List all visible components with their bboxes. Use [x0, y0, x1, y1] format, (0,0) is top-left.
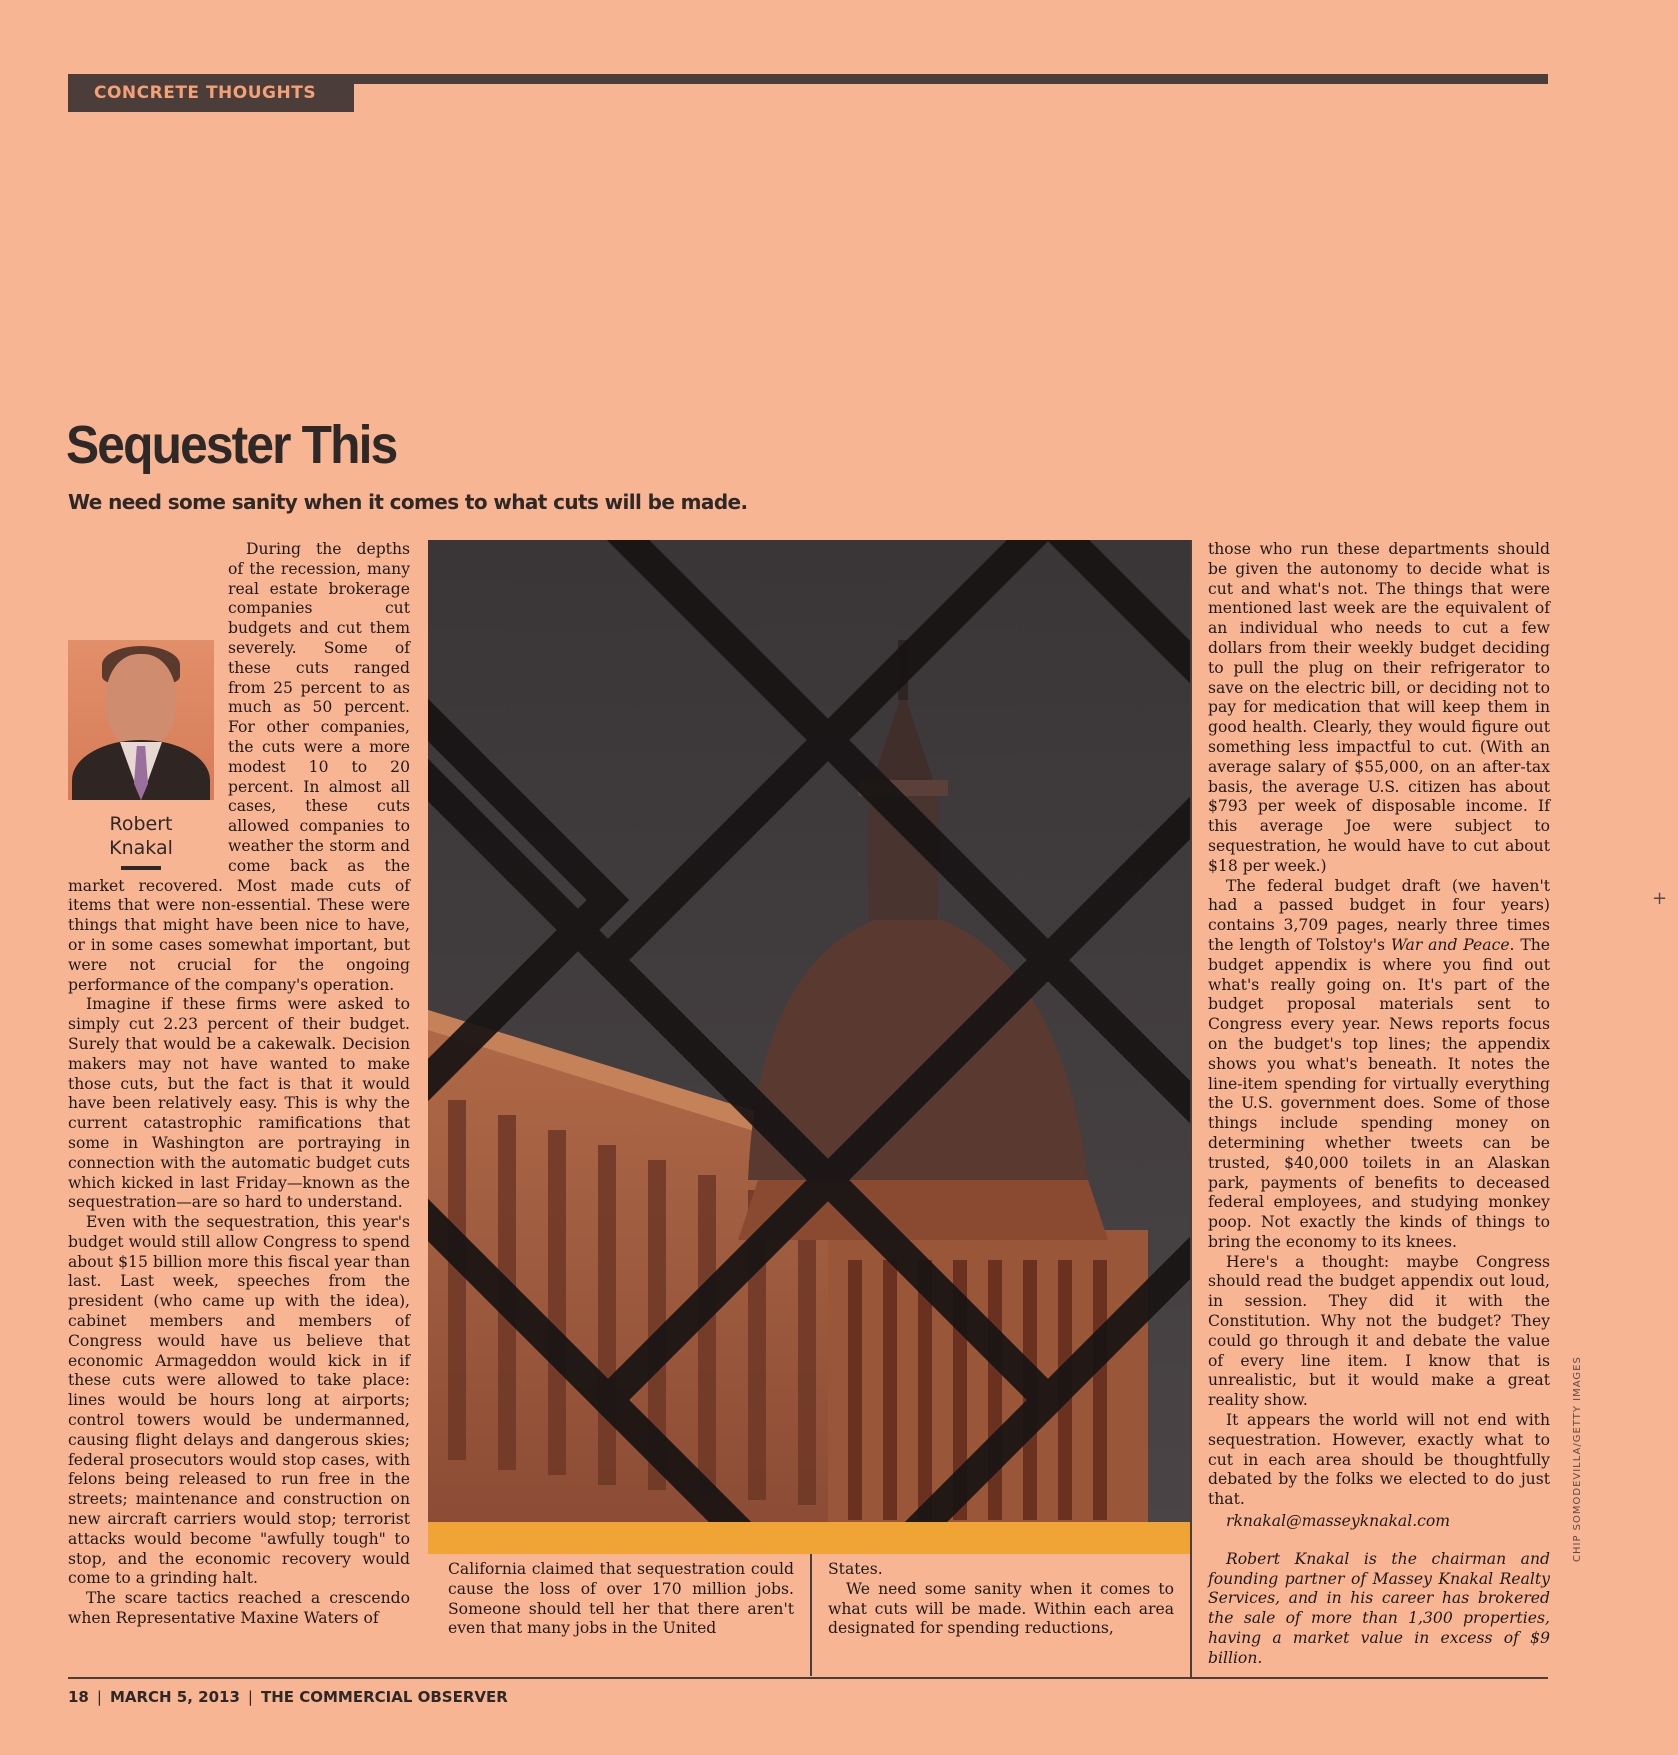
capitol-photo [428, 540, 1190, 1550]
paragraph-8: those who run these departments should be given the autonomy to decide what is cut and what's not. The things that were mentioned last week are the equivalent of an individual who needs to cut a few dollars from their weekly budget deciding to pull the plug on their refrigerator to save on the electric bill, or deciding not to pay for medication that will keep them in good health. Clearly, they would figure out something less impactful to cut. (With an average salary of $55,000, on an after-tax basis, the average U.S. citizen has about $793 per week of disposable income. If this average Joe were subject to sequestration, he would have to cut about $18 per week.) [1208, 540, 1550, 875]
paragraph-11: It appears the world will not end with sequestration. However, exactly what to cut in each area should be thoughtfully debated by the folks we elected to do just that. [1208, 1411, 1550, 1509]
section-tag [68, 74, 354, 112]
paragraph-9-before: The federal budget draft (we haven't had a passed budget in four years) contains 3,709 pages, nearly three times the length of Tolstoy's [1208, 876, 1550, 954]
publication-name: THE COMMERCIAL OBSERVER [260, 1688, 508, 1706]
dek: We need some sanity when it comes to what cuts will be made. [68, 490, 748, 514]
paragraph-9 [1208, 877, 1550, 1253]
registration-mark-icon: + [1652, 888, 1668, 909]
author-block [68, 640, 214, 870]
article-column-2a [448, 1560, 794, 1639]
author-headshot [68, 640, 214, 800]
photo-band [428, 1522, 1190, 1554]
paragraph-5: California claimed that sequestration could cause the loss of over 170 million jobs. Someone should tell her that there aren't even that many jobs in the United [448, 1560, 794, 1638]
paragraph-4: The scare tactics reached a crescendo when Representative Maxine Waters of [68, 1589, 410, 1628]
paragraph-6: States. [828, 1560, 883, 1578]
author-first-name: Robert [109, 813, 173, 835]
page-number: 18 [68, 1688, 89, 1706]
paragraph-7: We need some sanity when it comes to what cuts will be made. Within each area designated for spending reductions, [828, 1579, 1174, 1638]
section-tag-label: CONCRETE THOUGHTS [94, 83, 317, 103]
author-bio: Robert Knakal is the chairman and founding partner of Massey Knakal Realty Services, and in his career has brokered the sale of more than 1,300 properties, having a market value in excess of $9 billion. [1208, 1549, 1550, 1667]
paragraph-2: Imagine if these firms were asked to simply cut 2.23 percent of their budget. Surely that would be a cakewalk. Decision makers may not have wanted to make those cuts, but the fact is that it would have been relatively easy. This is why the current catastrophic ramifications that some in Washington are portraying in connection with the automatic budget cuts which kicked in last Friday—known as the sequestration—are so hard to understand. [68, 995, 410, 1212]
paragraph-9-after: . The budget appendix is where you find out what's really going on. It's part of the budget proposal materials sent to Congress every year. News reports focus on the budget's top lines; the appendix shows you what's beneath. It notes the line-item spending for virtually everything the U.S. government does. Some of those things include spending money on determining whether tweets can be trusted, $40,000 toilets in an Alaskan park, payments of benefits to deceased federal employees, and studying monkey poop. Not exactly the kinds of things to bring the economy to its knees. [1208, 935, 1550, 1251]
paragraph-3: Even with the sequestration, this year's budget would still allow Congress to spend about $15 billion more this fiscal year than last. Last week, speeches from the president (who came up with the idea), cabinet members and members of Congress would have us believe that economic Armageddon would kick in if these cuts were allowed to take place: lines would be hours long at airports; control towers would be undermanned, causing flight delays and dangerous skies; federal prosecutors would stop cases, with felons being released to run free in the streets; maintenance and construction on new aircraft carriers would stop; terrorist attacks would become "awfully tough" to stop, and the economic recovery would come to a grinding halt. [68, 1213, 410, 1588]
issue-date: MARCH 5, 2013 [109, 1688, 240, 1706]
author-name [68, 812, 214, 870]
capitol-photo-illustration [428, 540, 1190, 1550]
author-email[interactable]: rknakal@masseyknakal.com [1226, 1512, 1451, 1531]
paragraph-10: Here's a thought: maybe Congress should read the budget appendix out loud, in session. They did it with the Constitution. Why not the budget? They could go through it and debate the value of every line item. I know that is unrealistic, but it would make a great reality show. [1208, 1252, 1550, 1410]
photo-credit: CHIP SOMODEVILLA/GETTY IMAGES [1572, 1356, 1583, 1562]
column-rule-2 [1190, 540, 1192, 1677]
author-last-name: Knakal [109, 837, 173, 859]
headline: Sequester This [66, 415, 397, 475]
footer-rule [68, 1677, 1548, 1679]
author-rule [121, 866, 161, 870]
page-footer: 18 | MARCH 5, 2013 | THE COMMERCIAL OBSERVER [68, 1688, 508, 1706]
article-column-3 [1208, 540, 1550, 1667]
book-title: War and Peace [1390, 935, 1510, 954]
paragraph-1: During the depths of the recession, many real estate brokerage companies cut budgets and cut them severely. Some of these cuts ranged from 25 percent to as much as 50 percent. For other companies, the cuts were a more modest 10 to 20 percent. In almost all cases, these cuts allowed companies to weather the storm and come back as the market recovered. Most made cuts of items that were non-essential. These were things that might have been nice to have, or in some cases somewhat important, but were not crucial for the ongoing performance of the company's operation. [68, 540, 410, 994]
column-rule-1 [810, 1554, 812, 1676]
article-column-2b [828, 1560, 1174, 1639]
